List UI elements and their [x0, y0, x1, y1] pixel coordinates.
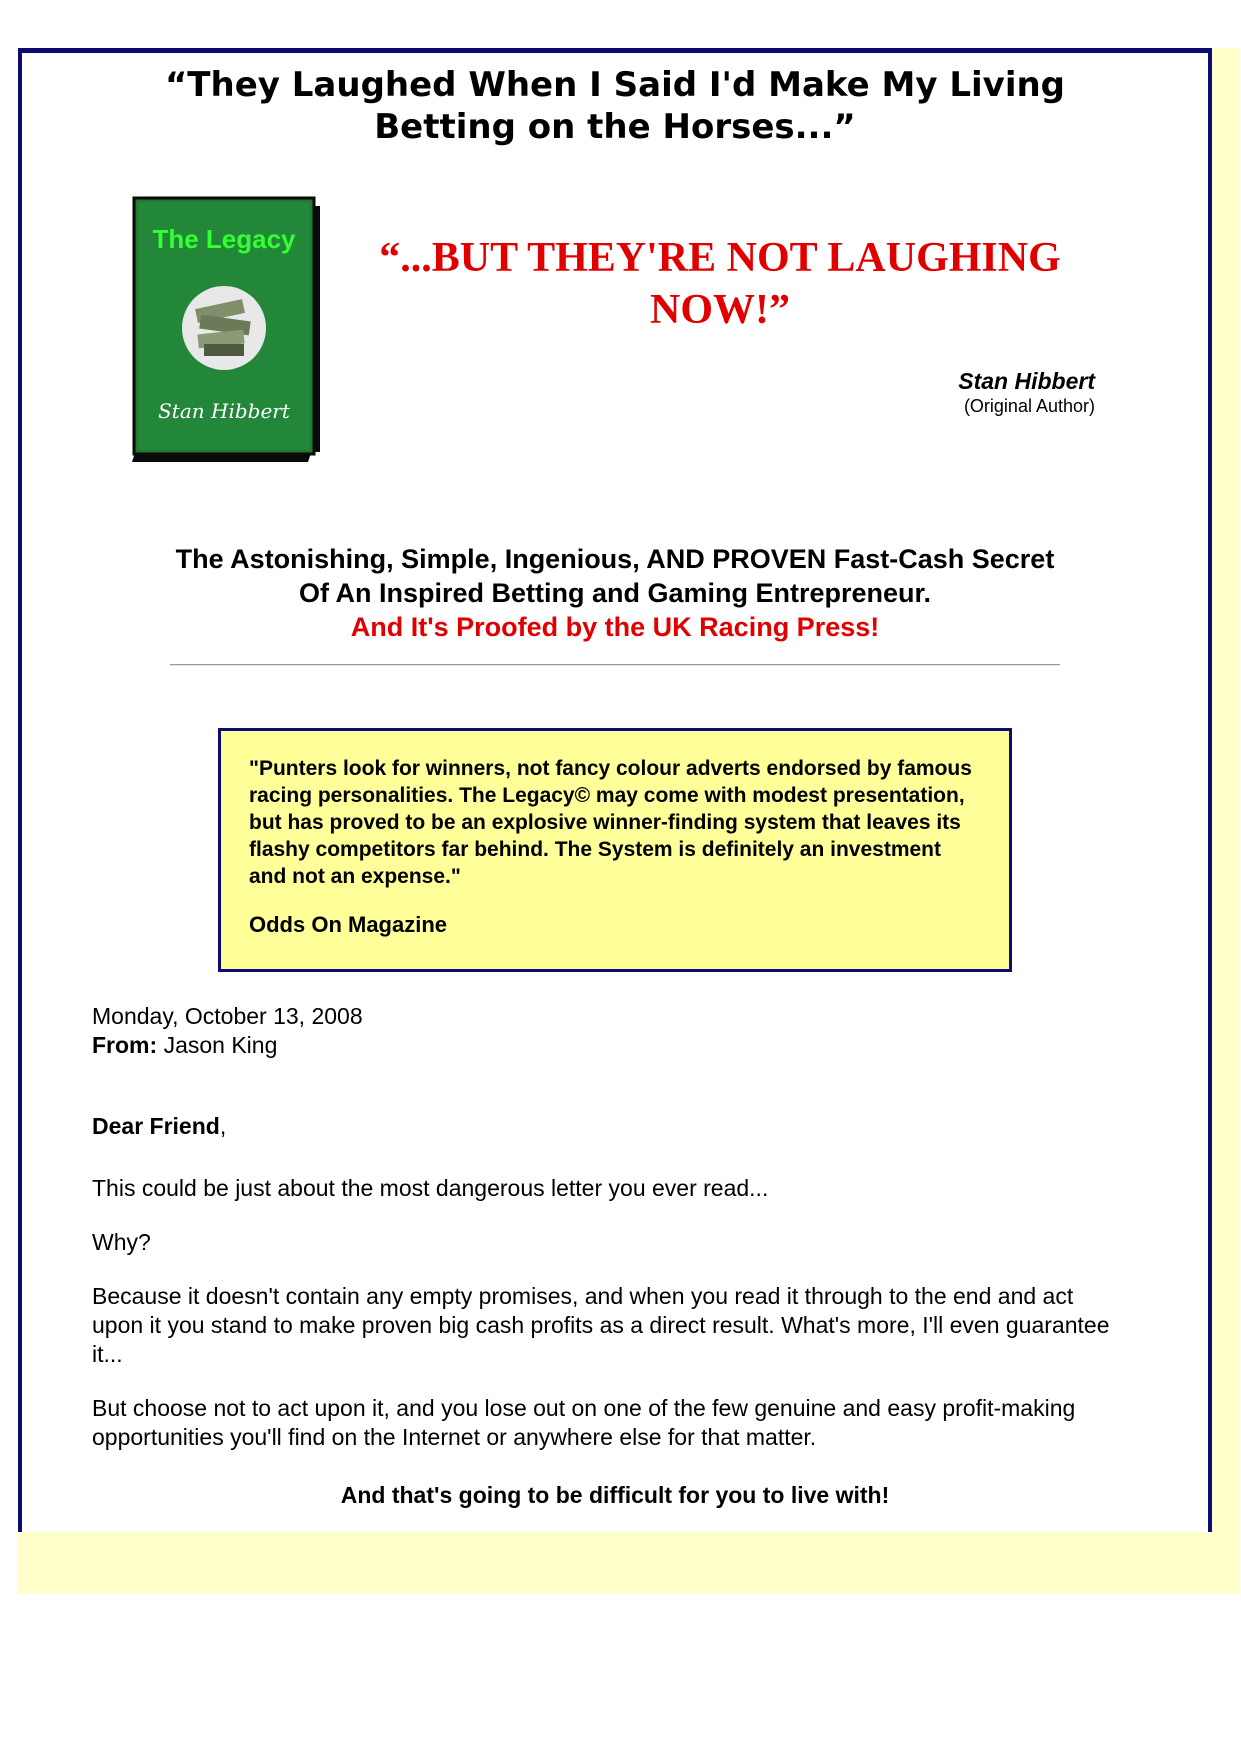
letter-closing: And that's going to be difficult for you to live with! [340, 1482, 890, 1508]
book-author: Stan Hibbert [158, 399, 290, 423]
testimonial-quote: "Punters look for winners, not fancy colour adverts endorsed by famous racing personalities. The Legacy© may come with modest presentation, but has proved to be an explosive winner-finding system that leaves its flashy competitors far behind. The System is definitely an investment and not an expense." [249, 757, 972, 888]
book-title: The Legacy [152, 224, 296, 254]
letter-paragraph-1: This could be just about the most dangerous letter you ever read... [92, 1175, 769, 1201]
money-stack-icon [195, 299, 251, 356]
testimonial-source: Odds On Magazine [249, 912, 448, 937]
page-headline [100, 64, 1130, 148]
author-role: (Original Author) [963, 396, 1095, 416]
subhead-line-2: NOW!” [650, 287, 790, 333]
horizontal-divider [170, 664, 1060, 666]
tagline-line-2: Of An Inspired Betting and Gaming Entrepreneur. [298, 578, 932, 608]
subhead-line-1: “...BUT THEY'RE NOT LAUGHING [379, 235, 1061, 281]
letter-paragraph-4: But choose not to act upon it, and you lose out on one of the few genuine and easy profit-making opportunities you'll find on the Internet or anywhere else for that matter. [92, 1395, 1076, 1450]
salutation-text: Dear Friend [92, 1113, 220, 1139]
tagline-highlight: And It's Proofed by the UK Racing Press! [350, 612, 880, 642]
headline-line-2: Betting on the Horses...” [374, 107, 856, 147]
letter-paragraph-2: Why? [92, 1229, 151, 1255]
letter-from [92, 1031, 1122, 1060]
from-label: From: [92, 1032, 158, 1058]
tagline [100, 542, 1130, 644]
letter-paragraph-3: Because it doesn't contain any empty promises, and when you read it through to the end and act upon it you stand to make proven big cash profits as a direct result. What's more, I'll even guarantee it... [92, 1283, 1110, 1367]
headline-line-1: “They Laughed When I Said I'd Make My Living [164, 65, 1066, 105]
subheadline [340, 232, 1100, 336]
book-cover-image [126, 192, 322, 464]
letter-salutation [92, 1112, 1122, 1141]
letter-date: Monday, October 13, 2008 [92, 1003, 363, 1029]
from-name: Jason King [163, 1032, 278, 1058]
tagline-line-1: The Astonishing, Simple, Ingenious, AND PROVEN Fast-Cash Secret [175, 544, 1055, 574]
author-name: Stan Hibbert [958, 368, 1095, 394]
testimonial-box [218, 728, 1012, 972]
salutation-punct: , [219, 1113, 227, 1139]
